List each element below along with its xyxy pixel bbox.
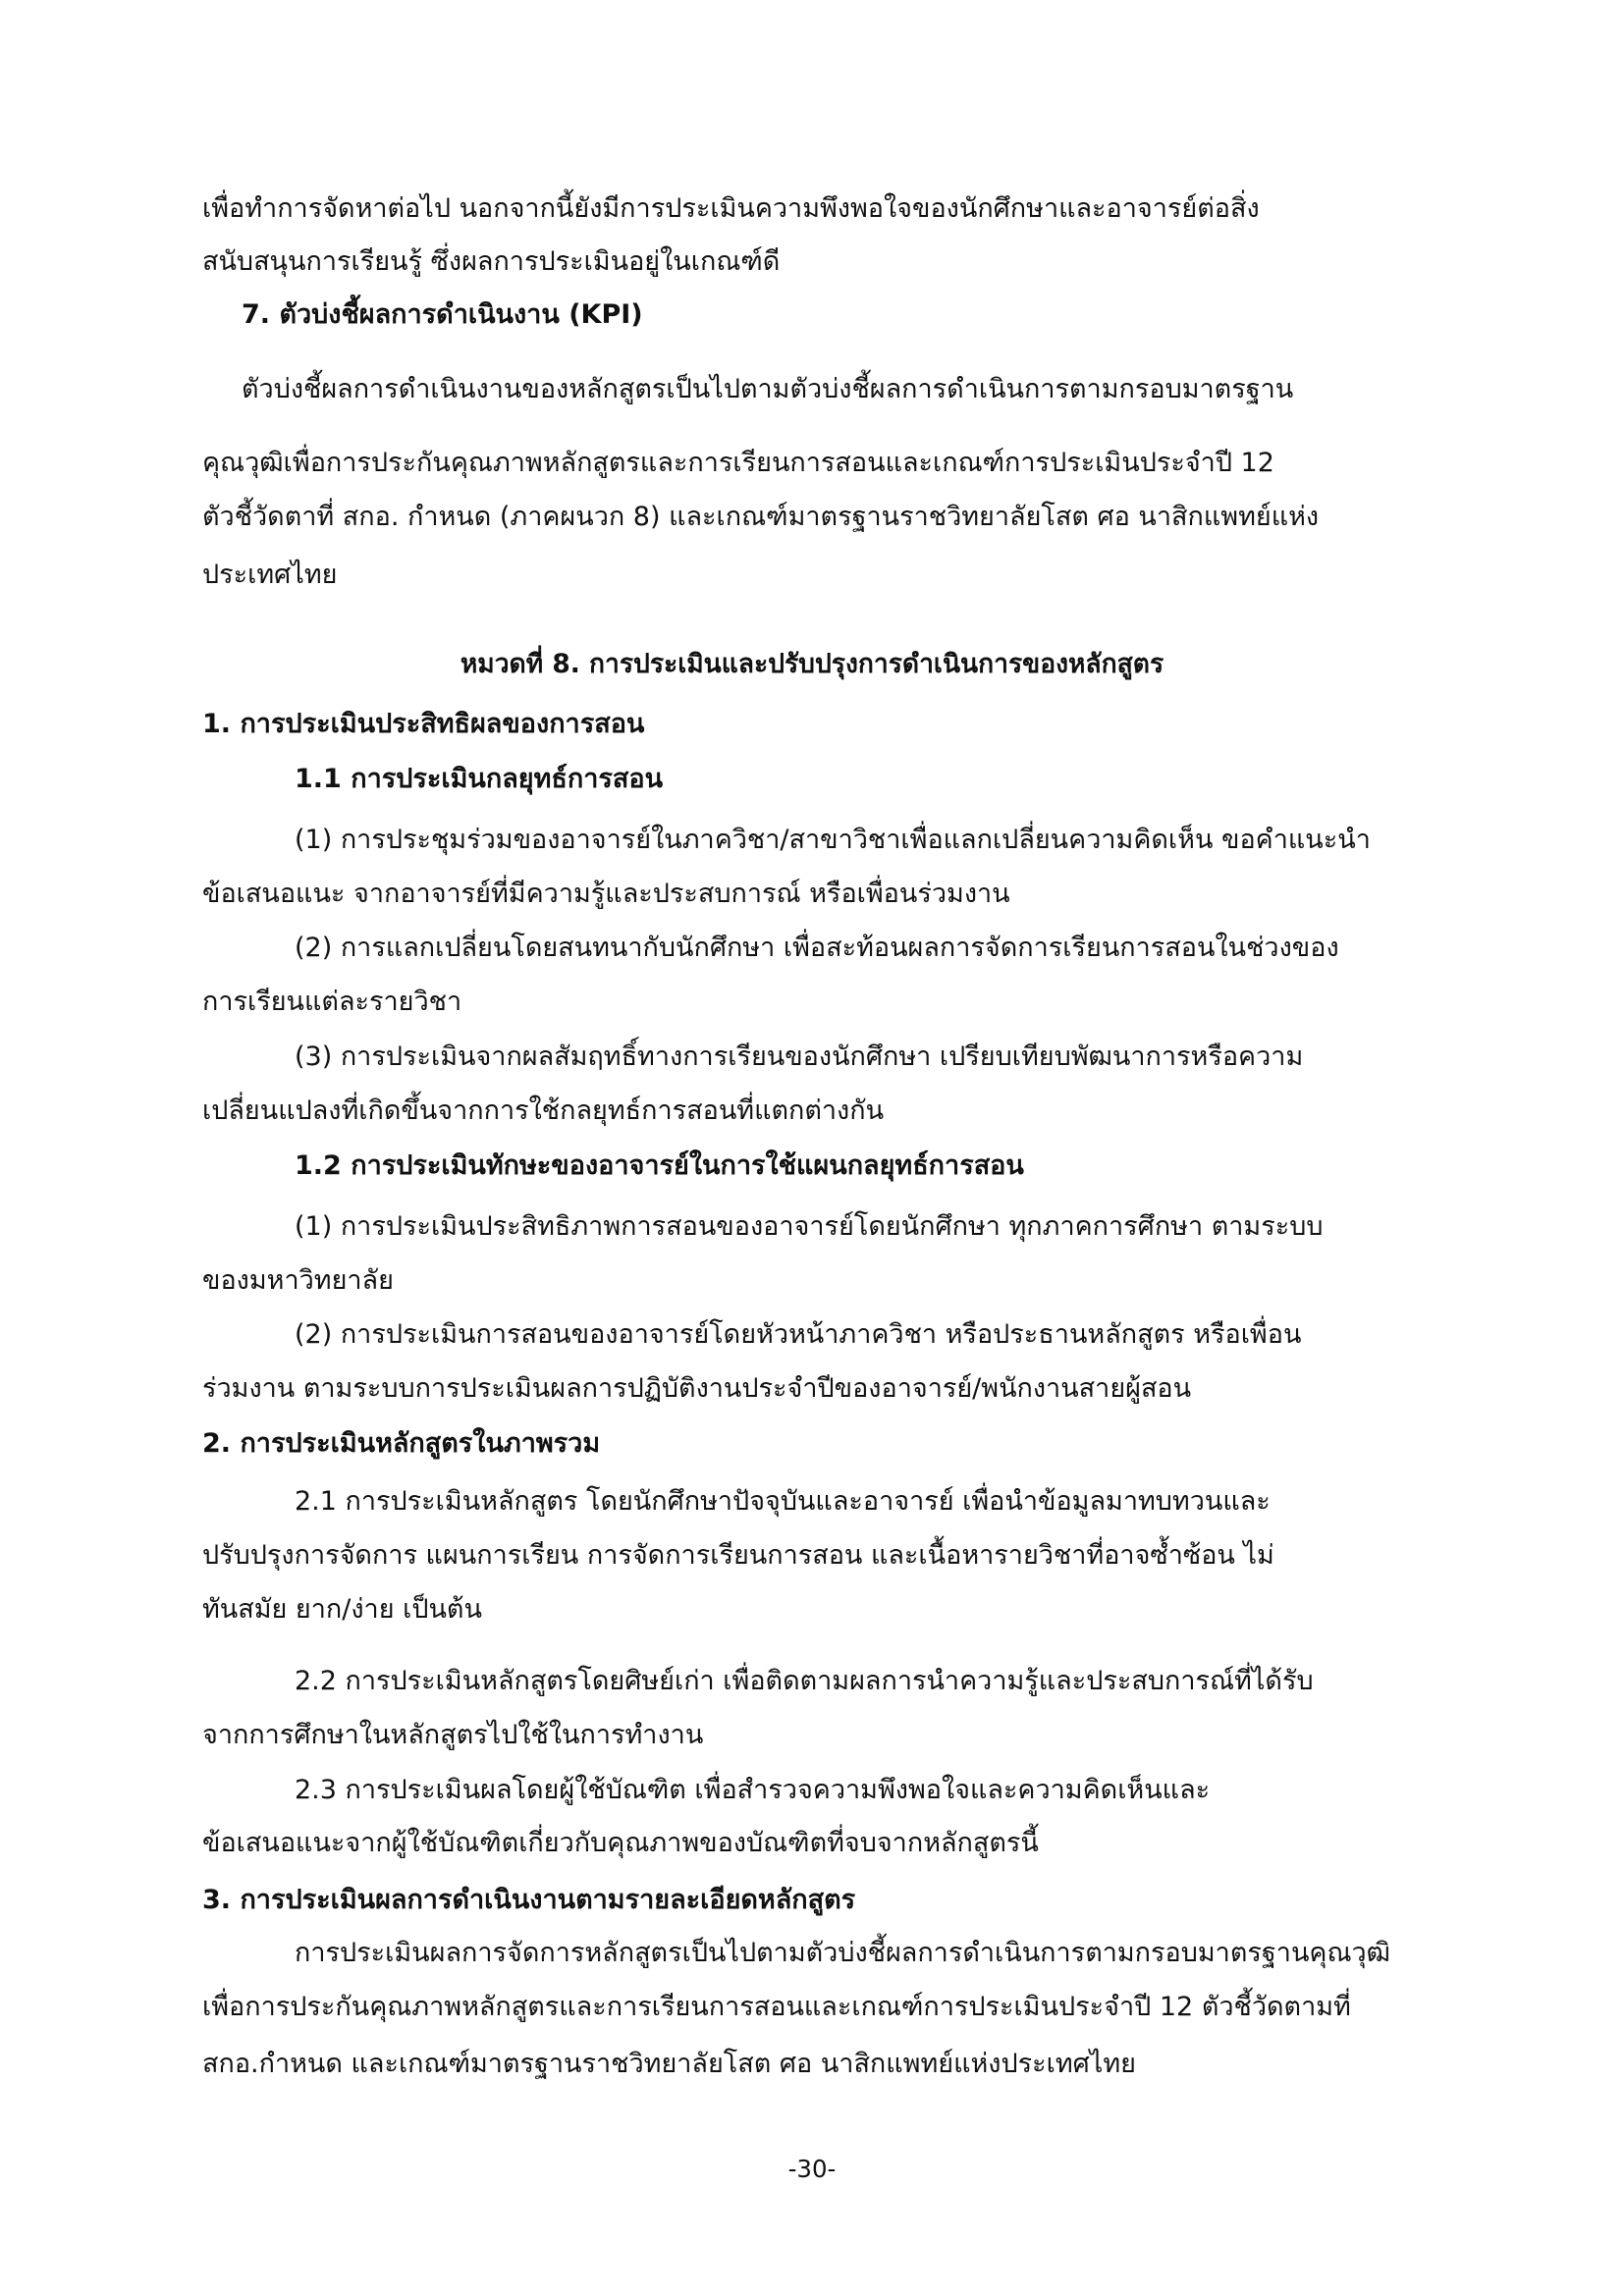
- section-3-heading: 3. การประเมินผลการดำเนินงานตามรายละเอียดหลักสูตร: [202, 1885, 856, 1915]
- subsection-1-2-heading: 1.2 การประเมินทักษะของอาจารย์ในการใช้แผนกลยุทธ์การสอน: [295, 1150, 1024, 1181]
- section-1-heading: 1. การประเมินประสิทธิผลของการสอน: [202, 709, 645, 739]
- kpi-line-2: คุณวุฒิเพื่อการประกันคุณภาพหลักสูตรและการเรียนการสอนและเกณฑ์การประเมินประจำปี 12: [202, 448, 1274, 478]
- paragraph-line: (2) การแลกเปลี่ยนโดยสนทนากับนักศึกษา เพื่อสะท้อนผลการจัดการเรียนการสอนในช่วงของ: [295, 933, 1339, 963]
- paragraph-line: ข้อเสนอแนะจากผู้ใช้บัณฑิตเกี่ยวกับคุณภาพของบัณฑิตที่จบจากหลักสูตรนี้: [202, 1828, 1039, 1858]
- kpi-line-1: ตัวบ่งชี้ผลการดำเนินงานของหลักสูตรเป็นไปตามตัวบ่งชี้ผลการดำเนินการตามกรอบมาตรฐาน: [242, 374, 1294, 404]
- kpi-line-4: ประเทศไทย: [202, 560, 338, 590]
- page-number: -30-: [787, 2155, 837, 2183]
- paragraph-line: ของมหาวิทยาลัย: [202, 1265, 394, 1296]
- paragraph-line: การประเมินผลการจัดการหลักสูตรเป็นไปตามตัวบ่งชี้ผลการดำเนินการตามกรอบมาตรฐานคุณวุฒิ: [295, 1938, 1391, 1968]
- paragraph-line: (1) การประเมินประสิทธิภาพการสอนของอาจารย์โดยนักศึกษา ทุกภาคการศึกษา ตามระบบ: [295, 1211, 1324, 1242]
- paragraph-line: เปลี่ยนแปลงที่เกิดขึ้นจากการใช้กลยุทธ์การสอนที่แตกต่างกัน: [202, 1095, 885, 1126]
- paragraph-line: เพื่อการประกันคุณภาพหลักสูตรและการเรียนการสอนและเกณฑ์การประเมินประจำปี 12 ตัวชี้วัดตามที่: [202, 1992, 1351, 2022]
- paragraph-line: ทันสมัย ยาก/ง่าย เป็นต้น: [202, 1594, 482, 1625]
- paragraph-line: ร่วมงาน ตามระบบการประเมินผลการปฏิบัติงานประจำปีของอาจารย์/พนักงานสายผู้สอน: [202, 1373, 1192, 1404]
- paragraph-line: จากการศึกษาในหลักสูตรไปใช้ในการทำงาน: [202, 1720, 704, 1750]
- chapter-title: หมวดที่ 8. การประเมินและปรับปรุงการดำเนินการของหลักสูตร: [460, 649, 1164, 679]
- subsection-1-1-heading: 1.1 การประเมินกลยุทธ์การสอน: [295, 764, 664, 794]
- paragraph-line: การเรียนแต่ละรายวิชา: [202, 987, 462, 1017]
- section-2-heading: 2. การประเมินหลักสูตรในภาพรวม: [202, 1428, 601, 1459]
- intro-line-1: เพื่อทำการจัดหาต่อไป นอกจากนี้ยังมีการประเมินความพึงพอใจของนักศึกษาและอาจารย์ต่อสิ่ง: [202, 193, 1260, 224]
- paragraph-line: (3) การประเมินจากผลสัมฤทธิ์ทางการเรียนของนักศึกษา เปรียบเทียบพัฒนาการหรือความ: [295, 1041, 1304, 1072]
- paragraph-line: ปรับปรุงการจัดการ แผนการเรียน การจัดการเรียนการสอน และเนื้อหารายวิชาที่อาจซ้ำซ้อน ไม่: [202, 1540, 1274, 1571]
- kpi-heading: 7. ตัวบ่งชี้ผลการดำเนินงาน (KPI): [242, 299, 643, 330]
- paragraph-line: สกอ.กำหนด และเกณฑ์มาตรฐานราชวิทยาลัยโสต ศอ นาสิกแพทย์แห่งประเทศไทย: [202, 2049, 1136, 2079]
- kpi-line-3: ตัวชี้วัดตาที่ สกอ. กำหนด (ภาคผนวก 8) และเกณฑ์มาตรฐานราชวิทยาลัยโสต ศอ นาสิกแพทย์แห่ง: [202, 502, 1320, 532]
- paragraph-line: (1) การประชุมร่วมของอาจารย์ในภาควิชา/สาขาวิชาเพื่อแลกเปลี่ยนความคิดเห็น ขอคำแนะนำ: [295, 825, 1371, 855]
- paragraph-line: 2.2 การประเมินหลักสูตรโดยศิษย์เก่า เพื่อติดตามผลการนำความรู้และประสบการณ์ที่ได้รับ: [295, 1666, 1314, 1696]
- intro-line-2: สนับสนุนการเรียนรู้ ซึ่งผลการประเมินอยู่ในเกณฑ์ดี: [202, 246, 781, 277]
- paragraph-line: ข้อเสนอแนะ จากอาจารย์ที่มีความรู้และประสบการณ์ หรือเพื่อนร่วมงาน: [202, 879, 1010, 909]
- paragraph-line: 2.3 การประเมินผลโดยผู้ใช้บัณฑิต เพื่อสำรวจความพึงพอใจและความคิดเห็นและ: [295, 1775, 1211, 1805]
- paragraph-line: 2.1 การประเมินหลักสูตร โดยนักศึกษาปัจจุบันและอาจารย์ เพื่อนำข้อมูลมาทบทวนและ: [295, 1486, 1271, 1517]
- paragraph-line: (2) การประเมินการสอนของอาจารย์โดยหัวหน้าภาควิชา หรือประธานหลักสูตร หรือเพื่อน: [295, 1319, 1302, 1350]
